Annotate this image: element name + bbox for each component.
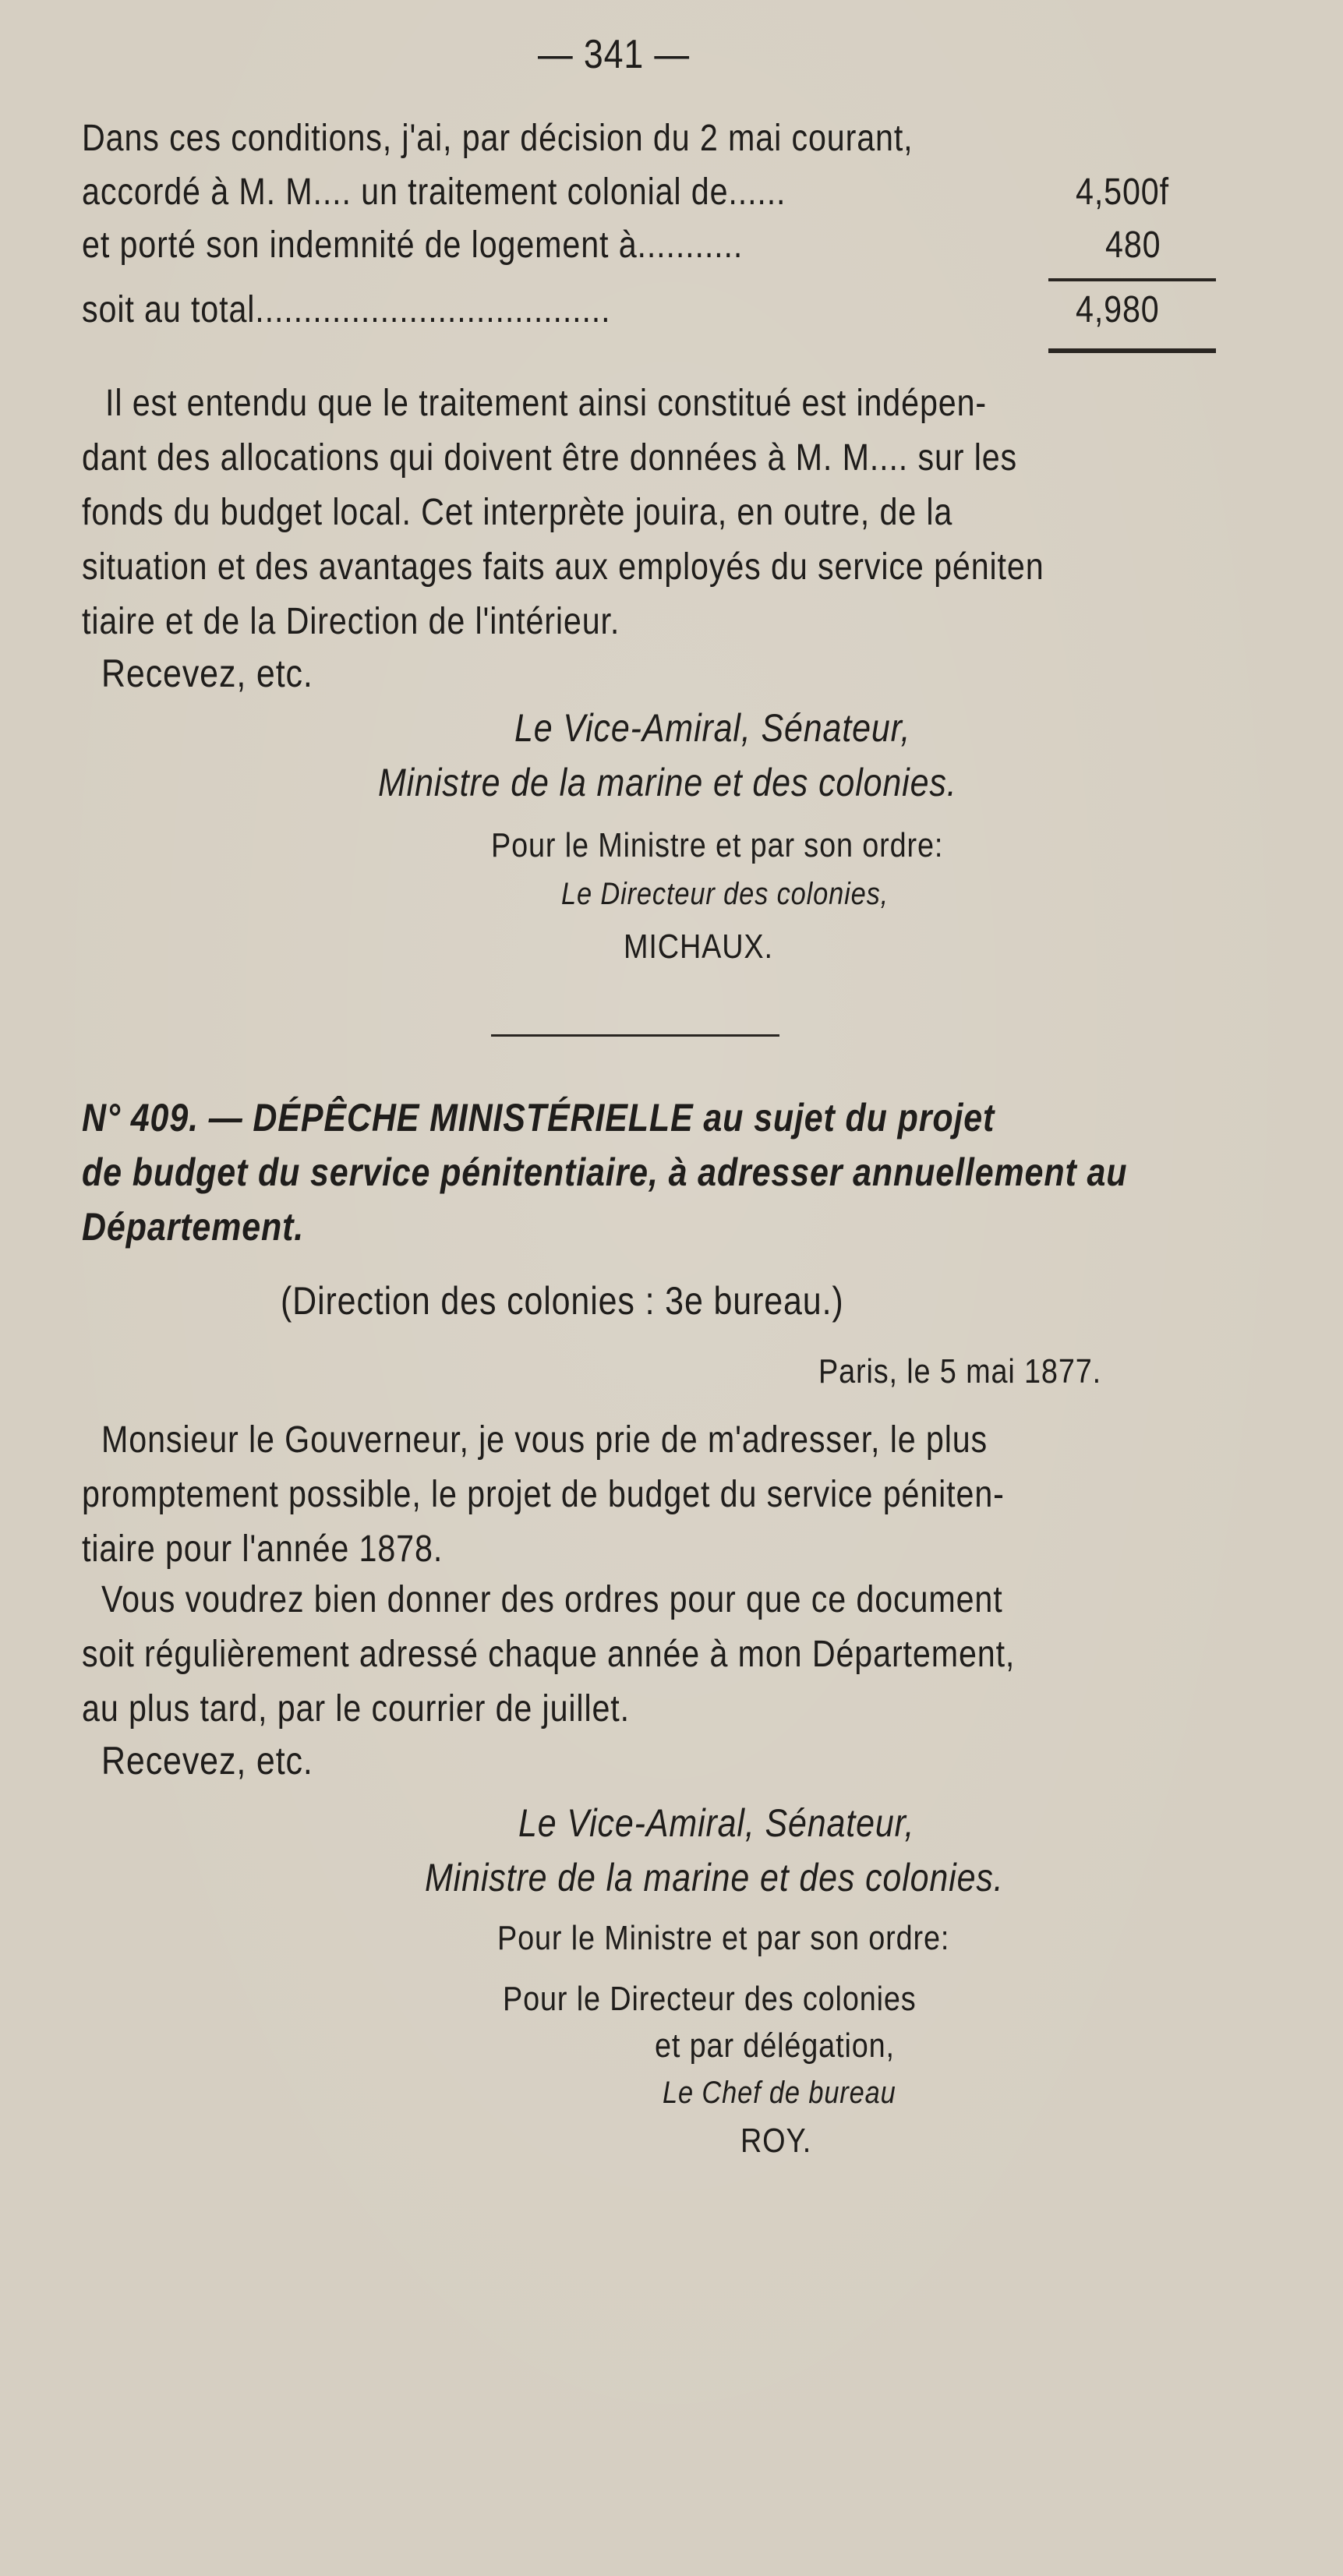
section1-para1-line4: situation et des avantages faits aux employés du service péniten — [82, 546, 1044, 588]
section1-signature-name: MICHAUX. — [624, 928, 773, 966]
section2-closing: Recevez, etc. — [101, 1739, 313, 1783]
section2-signature-title1: Le Vice-Amiral, Sénateur, — [518, 1801, 915, 1845]
section1-para1-line1: Il est entendu que le traitement ainsi constitué est indépen- — [105, 383, 988, 424]
section1-para1-line2: dant des allocations qui doivent être données à M. M.... sur les — [82, 437, 1018, 479]
section1-line1: Dans ces conditions, j'ai, par décision du 2 mai courant, — [82, 118, 914, 159]
section1-line2-text: accordé à M. M.... un traitement colonial de...... — [82, 171, 786, 213]
section2-heading-line2: de budget du service pénitentiaire, à adresser annuellement au — [82, 1150, 1128, 1194]
section1-signature-director: Le Directeur des colonies, — [561, 877, 889, 911]
section2-heading-line1: N° 409. — DÉPÊCHE MINISTÉRIELLE au sujet du projet — [82, 1096, 995, 1140]
section2-signature-chef: Le Chef de bureau — [663, 2076, 896, 2110]
section1-line4-text: soit au total..................................... — [82, 289, 611, 330]
subtotal-rule — [1048, 278, 1216, 281]
section2-signature-delegation: et par délégation, — [655, 2027, 895, 2065]
page-number: — 341 — — [538, 32, 690, 77]
section2-para2-line2: soit régulièrement adressé chaque année à mon Département, — [82, 1634, 1016, 1675]
section2-date: Paris, le 5 mai 1877. — [818, 1352, 1102, 1390]
section1-para1-line3: fonds du budget local. Cet interprète jouira, en outre, de la — [82, 492, 953, 533]
section1-line3-amount: 480 — [1105, 224, 1161, 266]
section2-signature-name: ROY. — [740, 2122, 812, 2160]
section1-line4-amount: 4,980 — [1076, 289, 1160, 330]
section2-para1-line1: Monsieur le Gouverneur, je vous prie de m'adresser, le plus — [101, 1419, 988, 1461]
section2-signature-order: Pour le Ministre et par son ordre: — [497, 1919, 950, 1957]
section1-closing: Recevez, etc. — [101, 652, 313, 695]
section2-signature-title2: Ministre de la marine et des colonies. — [425, 1856, 1004, 1899]
section2-direction: (Direction des colonies : 3e bureau.) — [281, 1279, 844, 1323]
section-divider — [491, 1034, 779, 1037]
total-rule — [1048, 348, 1216, 353]
section1-para1-line5: tiaire et de la Direction de l'intérieur. — [82, 601, 620, 642]
section1-signature-order: Pour le Ministre et par son ordre: — [491, 826, 944, 864]
section1-line2-amount: 4,500f — [1076, 171, 1169, 213]
section1-line3-text: et porté son indemnité de logement à........... — [82, 224, 744, 266]
section1-signature-title1: Le Vice-Amiral, Sénateur, — [514, 706, 911, 750]
section2-para1-line3: tiaire pour l'année 1878. — [82, 1528, 444, 1570]
section2-para1-line2: promptement possible, le projet de budget du service péniten- — [82, 1474, 1005, 1515]
section2-heading-line3: Département. — [82, 1205, 305, 1249]
section2-para2-line1: Vous voudrez bien donner des ordres pour que ce document — [101, 1579, 1003, 1620]
section2-para2-line3: au plus tard, par le courrier de juillet. — [82, 1688, 630, 1730]
section2-signature-director: Pour le Directeur des colonies — [503, 1980, 917, 2018]
section1-signature-title2: Ministre de la marine et des colonies. — [378, 761, 957, 804]
